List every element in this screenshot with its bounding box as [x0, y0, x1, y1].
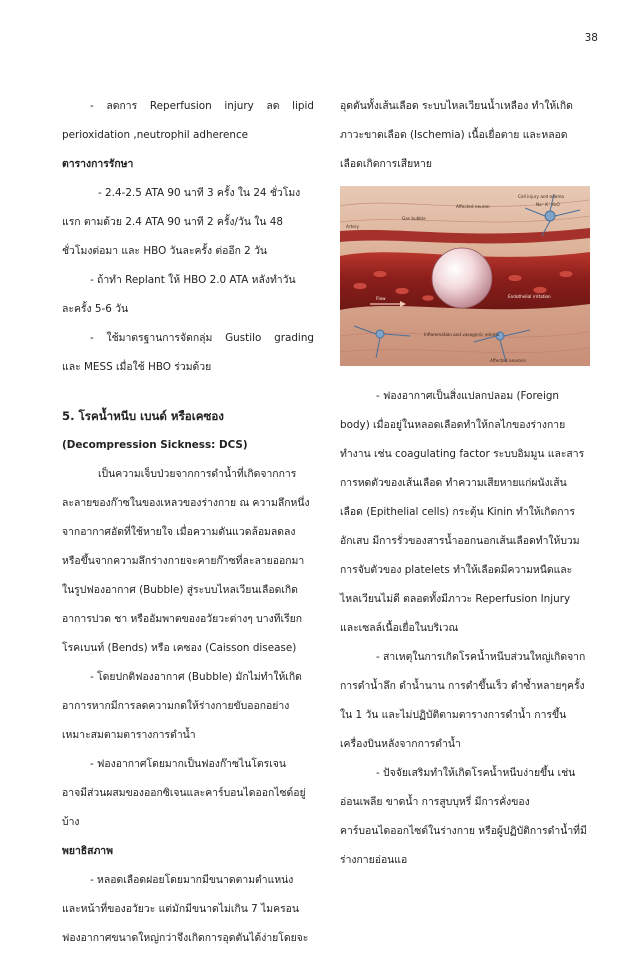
paragraph-line: การหดตัวของเส้นเลือด ทำความเสียหายแก่ผนังเส้น [340, 477, 567, 489]
text-line: และ MESS เมื่อใช้ HBO ร่วมด้วย [62, 361, 212, 373]
right-column-top [340, 92, 588, 179]
figure-label: Affected neurons [490, 358, 526, 363]
paragraph-line: - หลอดเลือดฝอยโดยมากมีขนาดตามตำแหน่ง [90, 874, 294, 886]
paragraph-line: ไหลเวียนไม่ดี ตลอดทั้งมีภาวะ Reperfusion Injury [340, 593, 571, 605]
paragraph-line: เป็นความเจ็บป่วยจากการดำน้ำที่เกิดจากการ [98, 468, 297, 480]
paragraph-line: อ่อนเพลีย ขาดน้ำ การสูบบุหรี่ มีการคั่งของ [340, 796, 530, 808]
paragraph-line: ภาวะขาดเลือด (Ischemia) เนื้อเยื่อตาย และหลอด [340, 129, 568, 141]
text-line: ชั่วโมงต่อมา และ HBO วันละครั้ง ต่ออีก 2 วัน [62, 245, 268, 257]
paragraph-line: - ฟองอากาศโดยมากเป็นฟองก๊าซไนโตรเจน [90, 758, 286, 770]
paragraph-line: เหมาะสมตามตารางการดำน้ำ [62, 729, 196, 741]
figure-label: Affected neuron [456, 204, 490, 209]
paragraph-line: อาการหากมีการลดความกดให้ร่างกายขับออกอย่าง [62, 700, 290, 712]
paragraph-line: body) เมื่ออยู่ในหลอดเลือดทำให้กลไกของร่างกาย [340, 419, 566, 431]
paragraph-line: ในรูปฟองอากาศ (Bubble) สู่ระบบไหลเวียนเลือดเกิด [62, 584, 298, 596]
figure-label: Cell injury and edema [518, 194, 564, 199]
paragraph-line: อาจมีส่วนผสมของออกซิเจนและคาร์บอนไดออกไซด์อยู่ [62, 787, 306, 799]
paragraph-line: อักเสบ มีการรั่วของสารน้ำออกนอกเส้นเลือดทำให้บวม [340, 535, 580, 547]
paragraph-line: การดำน้ำลึก ดำน้ำนาน การดำขึ้นเร็ว ดำซ้ำหลายๆครั้ง [340, 680, 585, 692]
section-subtitle: (Decompression Sickness: DCS) [62, 439, 248, 451]
text-line: - ลดการ Reperfusion injury ลด lipid [90, 100, 314, 112]
paragraph-line: เลือด (Epithelial cells) กระตุ้น Kinin ทำให้เกิดการ [340, 506, 575, 518]
page-number: 38 [584, 32, 598, 44]
paragraph-line: และเซลล์เนื้อเยื่อในบริเวณ [340, 622, 459, 634]
paragraph-line: บ้าง [62, 816, 80, 828]
paragraph-line: และหน้าที่ของอวัยวะ แต่มักมีขนาดไม่เกิน 7 ไมครอน [62, 903, 299, 915]
paragraph-line: อาการปวด ชา หรืออัมพาตของอวัยวะต่างๆ บางทีเรียก [62, 613, 303, 625]
text-line: ละครั้ง 5-6 วัน [62, 303, 129, 315]
paragraph-line: คาร์บอนไดออกไซด์ในร่างกาย หรือผู้ปฏิบัติการดำน้ำที่มี [340, 825, 587, 837]
figure-label: Artery [346, 224, 360, 229]
left-column [62, 92, 314, 953]
text-line: perioxidation ,neutrophil adherence [62, 129, 249, 141]
paragraph-line: ฟองอากาศขนาดใหญ่กว่าจึงเกิดการอุดตันได้ง่ายโดยจะ [62, 932, 309, 944]
paragraph-line: ใน 1 วัน และไม่ปฏิบัติตามตารางการดำน้ำ การขึ้น [340, 709, 567, 721]
decompression-illustration [340, 186, 590, 366]
paragraph-line: หรือขึ้นจากความลึกร่างกายจะคายก๊าซที่ละลายออกมา [62, 555, 305, 567]
blood-vessel-bubble-illustration [340, 186, 590, 366]
paragraph-line: ละลายของก๊าซในของเหลวของร่างกาย ณ ความลึกหนึ่ง [62, 497, 310, 509]
figure-label: Flow [376, 296, 386, 301]
paragraph-line: - สาเหตุในการเกิดโรคน้ำหนีบส่วนใหญ่เกิดจาก [376, 651, 586, 663]
paragraph-line: - ปัจจัยเสริมทำให้เกิดโรคน้ำหนีบง่ายขึ้น เช่น [376, 767, 576, 779]
text-line: - 2.4-2.5 ATA 90 นาที 3 ครั้ง ใน 24 ชั่วโมง [98, 187, 301, 199]
text-line: แรก ตามด้วย 2.4 ATA 90 นาที 2 ครั้ง/วัน ใน 48 [62, 216, 283, 228]
figure-label: Gas bubble [402, 216, 426, 221]
paragraph-line: อุดตันทั้งเส้นเลือด ระบบไหลเวียนน้ำเหลือง ทำให้เกิด [340, 100, 573, 112]
section-title: 5. โรคน้ำหนีบ เบนด์ หรือเคซอง [62, 409, 224, 423]
text-line: - ถ้าทำ Replant ให้ HBO 2.0 ATA หลังทำวัน [90, 274, 296, 286]
right-column-bottom [340, 382, 588, 875]
paragraph-line: เลือดเกิดการเสียหาย [340, 158, 432, 170]
paragraph-line: เครื่องบินหลังจากการดำน้ำ [340, 738, 461, 750]
treatment-heading: ตารางการรักษา [62, 158, 134, 170]
figure-label: Inflammation and vasogenic edema [424, 332, 500, 337]
paragraph-line: ร่างกายอ่อนแอ [340, 854, 408, 866]
paragraph-line: จากอากาศอัดที่ใช้หายใจ เมื่อความดันแวดล้อมลดลง [62, 526, 296, 538]
paragraph-line: ทำงาน เช่น coagulating factor ระบบอิมมูน และสาร [340, 448, 585, 460]
paragraph-line: โรคเบนท์ (Bends) หรือ เคซอง (Caisson disease) [62, 642, 297, 654]
text-line: - ใช้มาตรฐานการจัดกลุ่ม Gustilo grading [90, 332, 314, 344]
pathology-heading: พยาธิสภาพ [62, 845, 113, 857]
figure-label: Na⁺ K⁺ H₂O [536, 202, 560, 207]
paragraph-line: - โดยปกติฟองอากาศ (Bubble) มักไม่ทำให้เกิด [90, 671, 302, 683]
paragraph-line: การจับตัวของ platelets ทำให้เลือดมีความหนืดและ [340, 564, 573, 576]
figure-label: Endothelial irritation [508, 294, 551, 299]
gas-bubble-shape [432, 248, 492, 308]
paragraph-line: - ฟองอากาศเป็นสิ่งแปลกปลอม (Foreign [376, 390, 560, 402]
